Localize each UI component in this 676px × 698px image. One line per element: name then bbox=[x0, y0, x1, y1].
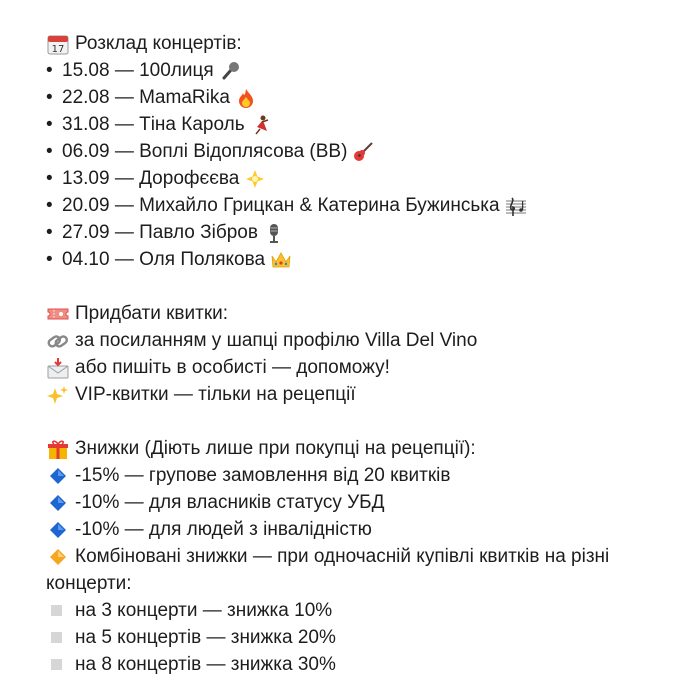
grey-square-icon bbox=[46, 654, 70, 676]
concert-item bbox=[46, 84, 666, 111]
concert-item bbox=[46, 111, 666, 138]
combined-discount bbox=[46, 543, 666, 597]
tickets-line bbox=[46, 354, 666, 381]
grey-square-icon bbox=[46, 627, 70, 649]
tier-item bbox=[46, 597, 666, 624]
studio-mic-icon bbox=[263, 222, 285, 244]
bullet: • bbox=[46, 168, 53, 189]
concert-text: 22.08 — MamaRika bbox=[62, 87, 230, 108]
tickets-line bbox=[46, 327, 666, 354]
link-icon bbox=[46, 330, 70, 352]
concert-text: 15.08 — 100лиця bbox=[62, 60, 214, 81]
bullet: • bbox=[46, 114, 53, 135]
blue-diamond-icon bbox=[46, 519, 70, 541]
orange-diamond-icon bbox=[46, 546, 70, 568]
concert-item bbox=[46, 138, 666, 165]
concert-text: 06.09 — Воплі Відоплясова (ВВ) bbox=[62, 141, 348, 162]
discount-item bbox=[46, 516, 666, 543]
concert-text: 20.09 — Михайло Грицкан & Катерина Бужинська bbox=[62, 195, 500, 216]
discount-item bbox=[46, 489, 666, 516]
discount-item bbox=[46, 462, 666, 489]
svg-text:17: 17 bbox=[51, 43, 65, 55]
tickets-dm-text: або пишіть в особисті — допоможу! bbox=[75, 357, 390, 378]
microphone-icon bbox=[219, 60, 241, 82]
crown-icon bbox=[270, 249, 292, 271]
ticket-icon bbox=[46, 303, 70, 325]
star-icon bbox=[244, 168, 266, 190]
tier-text: на 3 концерти — знижка 10% bbox=[75, 600, 333, 621]
bullet: • bbox=[46, 222, 53, 243]
concert-item bbox=[46, 246, 666, 273]
bullet: • bbox=[46, 249, 53, 270]
concert-item bbox=[46, 192, 666, 219]
discount-text: -10% — для людей з інвалідністю bbox=[75, 519, 372, 540]
tickets-line bbox=[46, 381, 666, 408]
tier-item bbox=[46, 651, 666, 678]
bullet: • bbox=[46, 87, 53, 108]
post-text bbox=[46, 30, 666, 678]
schedule-title: Розклад концертів: bbox=[75, 33, 242, 54]
bullet: • bbox=[46, 141, 53, 162]
sparkles-icon bbox=[46, 384, 70, 406]
discounts-title: Знижки (Діють лише при покупці на рецепції): bbox=[75, 438, 476, 459]
tickets-vip-text: VIP-квитки — тільки на рецепції bbox=[75, 384, 356, 405]
schedule-heading bbox=[46, 30, 666, 57]
bullet: • bbox=[46, 195, 53, 216]
guitar-icon bbox=[352, 141, 374, 163]
concert-item bbox=[46, 219, 666, 246]
concert-text: 04.10 — Оля Полякова bbox=[62, 249, 266, 270]
discount-text: -15% — групове замовлення від 20 квитків bbox=[75, 465, 451, 486]
discount-text: -10% — для власників статусу УБД bbox=[75, 492, 385, 513]
concert-item bbox=[46, 165, 666, 192]
dancer-icon bbox=[250, 114, 272, 136]
fire-icon bbox=[235, 87, 257, 109]
combined-discount-text: Комбіновані знижки — при одночасній купівлі квитків на різні концерти: bbox=[46, 546, 610, 594]
calendar-icon bbox=[46, 33, 70, 55]
tickets-link-text: за посиланням у шапці профілю Villa Del Vino bbox=[75, 330, 478, 351]
blue-diamond-icon bbox=[46, 492, 70, 514]
gift-icon bbox=[46, 438, 70, 460]
concert-text: 13.09 — Дорофєєва bbox=[62, 168, 240, 189]
concert-text: 27.09 — Павло Зібров bbox=[62, 222, 258, 243]
tickets-title: Придбати квитки: bbox=[75, 303, 229, 324]
music-score-icon bbox=[505, 195, 527, 217]
blue-diamond-icon bbox=[46, 465, 70, 487]
envelope-icon bbox=[46, 357, 70, 379]
concert-item bbox=[46, 57, 666, 84]
tier-item bbox=[46, 624, 666, 651]
concert-text: 31.08 — Тіна Кароль bbox=[62, 114, 245, 135]
discounts-heading bbox=[46, 435, 666, 462]
tickets-heading bbox=[46, 300, 666, 327]
tier-text: на 5 концертів — знижка 20% bbox=[75, 627, 336, 648]
grey-square-icon bbox=[46, 600, 70, 622]
tier-text: на 8 концертів — знижка 30% bbox=[75, 654, 336, 675]
bullet: • bbox=[46, 60, 53, 81]
